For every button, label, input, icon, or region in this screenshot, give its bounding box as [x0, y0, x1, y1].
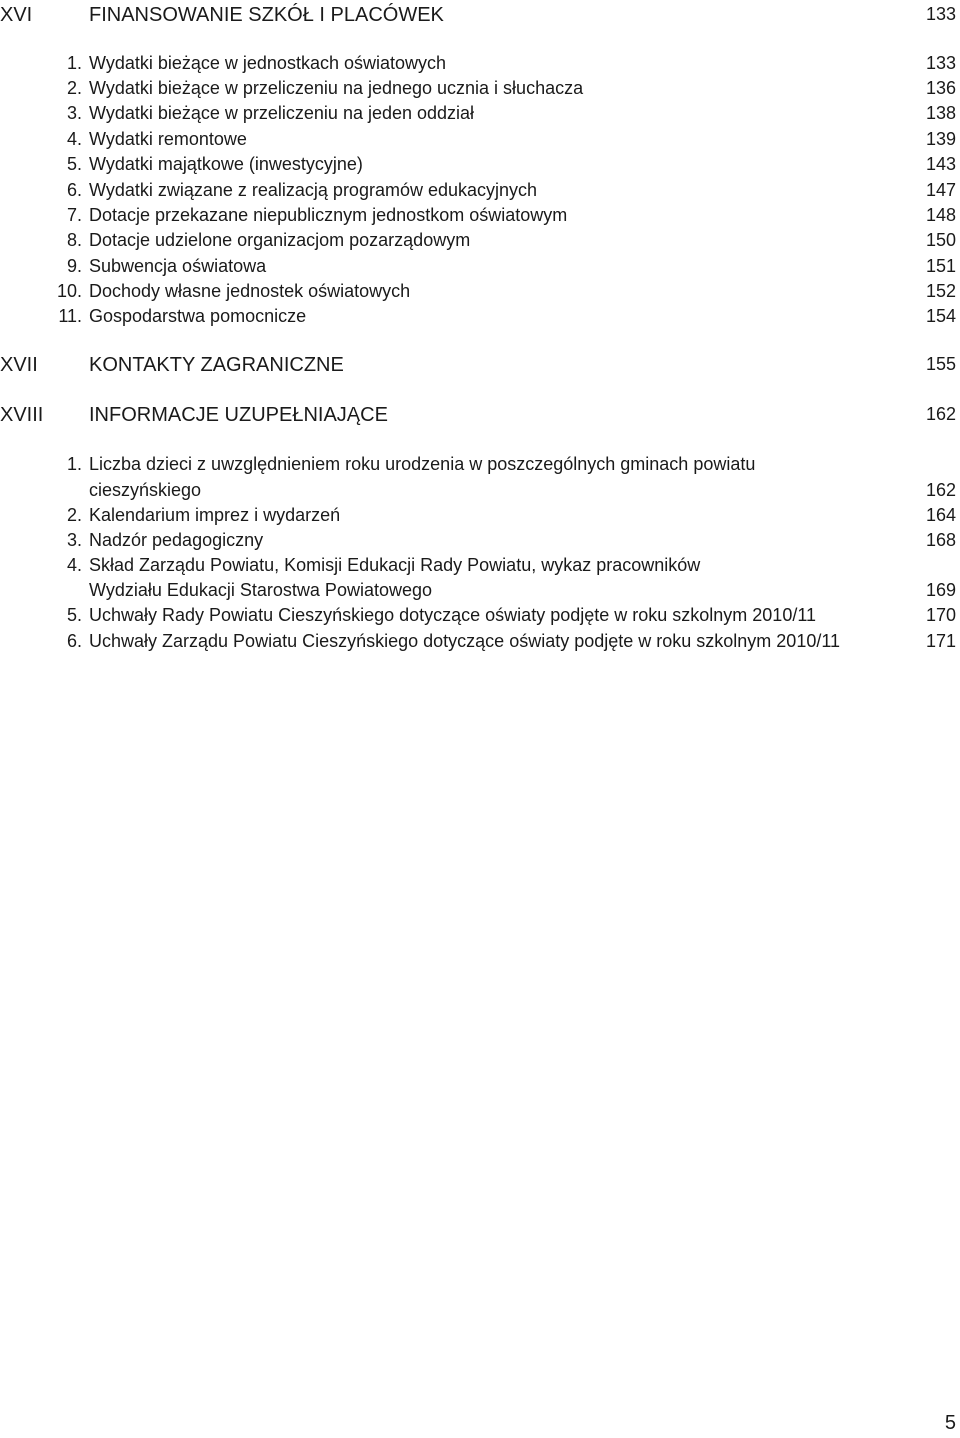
- section-roman-numeral: XVIII: [0, 404, 44, 426]
- entry-number: 6.: [66, 180, 82, 200]
- toc-entry[interactable]: [0, 205, 960, 231]
- toc-entry[interactable]: [0, 605, 960, 631]
- page-number: 169: [925, 580, 956, 600]
- page-number: 147: [925, 180, 956, 200]
- page-number: 150: [925, 230, 956, 250]
- toc-entry-continuation[interactable]: [0, 580, 960, 606]
- page-number: 154: [925, 306, 956, 326]
- entry-title: Nadzór pedagogiczny: [89, 530, 264, 550]
- toc-entry-continuation[interactable]: [0, 480, 960, 506]
- entry-title-continued: Wydziału Edukacji Starostwa Powiatowego: [89, 580, 433, 600]
- toc-entry[interactable]: [0, 53, 960, 79]
- entry-number: 2.: [66, 78, 82, 98]
- toc-entry[interactable]: [0, 281, 960, 307]
- toc-entry[interactable]: [0, 154, 960, 180]
- entry-title: Dochody własne jednostek oświatowych: [89, 281, 411, 301]
- page-number: 148: [925, 205, 956, 225]
- section-roman-numeral: XVII: [0, 354, 38, 376]
- section-header[interactable]: [0, 404, 960, 430]
- entry-title: Wydatki majątkowe (inwestycyjne): [89, 154, 363, 174]
- page-number: 139: [925, 129, 956, 149]
- entry-number: 10.: [56, 281, 82, 301]
- page-number: 162: [925, 404, 956, 424]
- toc-entry[interactable]: [0, 555, 960, 581]
- toc-entry[interactable]: [0, 230, 960, 256]
- entry-number: 11.: [58, 306, 82, 326]
- toc-entry[interactable]: [0, 306, 960, 332]
- toc-entry[interactable]: [0, 256, 960, 282]
- entry-number: 5.: [66, 605, 82, 625]
- page-number: 164: [925, 505, 956, 525]
- entry-title: Uchwały Zarządu Powiatu Cieszyńskiego dotyczące oświaty podjęte w roku szkolnym 2010/11: [89, 631, 841, 651]
- section-roman-numeral: XVI: [0, 4, 33, 26]
- page-number: 133: [925, 53, 956, 73]
- entry-title-continued: cieszyńskiego: [89, 480, 202, 500]
- entry-title: Liczba dzieci z uwzględnieniem roku urodzenia w poszczególnych gminach powiatu: [89, 454, 756, 474]
- entry-title: Uchwały Rady Powiatu Cieszyńskiego dotyczące oświaty podjęte w roku szkolnym 2010/11: [89, 605, 817, 625]
- page-number: 143: [925, 154, 956, 174]
- toc-entry[interactable]: [0, 454, 960, 480]
- section-title: KONTAKTY ZAGRANICZNE: [89, 354, 344, 376]
- entry-number: 8.: [66, 230, 82, 250]
- page-number: 168: [925, 530, 956, 550]
- page-number: 162: [925, 480, 956, 500]
- entry-number: 5.: [66, 154, 82, 174]
- entry-title: Wydatki remontowe: [89, 129, 247, 149]
- page-number: 170: [925, 605, 956, 625]
- entry-title: Dotacje przekazane niepublicznym jednostkom oświatowym: [89, 205, 568, 225]
- toc-entry[interactable]: [0, 103, 960, 129]
- entry-number: 1.: [66, 454, 82, 474]
- section-header[interactable]: [0, 4, 960, 30]
- toc-entry[interactable]: [0, 631, 960, 657]
- entry-number: 6.: [66, 631, 82, 651]
- entry-title: Dotacje udzielone organizacjom pozarządowym: [89, 230, 471, 250]
- entry-title: Wydatki związane z realizacją programów edukacyjnych: [89, 180, 538, 200]
- section-title: FINANSOWANIE SZKÓŁ I PLACÓWEK: [89, 4, 444, 26]
- entry-title: Kalendarium imprez i wydarzeń: [89, 505, 341, 525]
- entry-number: 1.: [66, 53, 82, 73]
- entry-number: 3.: [66, 530, 82, 550]
- toc-entry[interactable]: [0, 78, 960, 104]
- entry-number: 4.: [66, 555, 82, 575]
- entry-number: 3.: [66, 103, 82, 123]
- entry-title: Subwencja oświatowa: [89, 256, 267, 276]
- toc-entry[interactable]: [0, 530, 960, 556]
- entry-number: 4.: [66, 129, 82, 149]
- entry-number: 7.: [66, 205, 82, 225]
- page-number: 151: [925, 256, 956, 276]
- entry-title: Wydatki bieżące w przeliczeniu na jeden oddział: [89, 103, 475, 123]
- entry-title: Wydatki bieżące w przeliczeniu na jednego ucznia i słuchacza: [89, 78, 584, 98]
- entry-title: Wydatki bieżące w jednostkach oświatowych: [89, 53, 447, 73]
- toc-entry[interactable]: [0, 129, 960, 155]
- page-number: 138: [925, 103, 956, 123]
- section-title: INFORMACJE UZUPEŁNIAJĄCE: [89, 404, 388, 426]
- page-number: 133: [925, 4, 956, 24]
- page-number: 152: [925, 281, 956, 301]
- page-number: 155: [925, 354, 956, 374]
- footer-page-number: 5: [944, 1412, 956, 1434]
- toc-entry[interactable]: [0, 505, 960, 531]
- entry-title: Skład Zarządu Powiatu, Komisji Edukacji Rady Powiatu, wykaz pracowników: [89, 555, 701, 575]
- toc-entry[interactable]: [0, 180, 960, 206]
- page-number: 136: [925, 78, 956, 98]
- entry-title: Gospodarstwa pomocnicze: [89, 306, 307, 326]
- section-header[interactable]: [0, 354, 960, 380]
- page-number: 171: [925, 631, 956, 651]
- entry-number: 2.: [66, 505, 82, 525]
- entry-number: 9.: [66, 256, 82, 276]
